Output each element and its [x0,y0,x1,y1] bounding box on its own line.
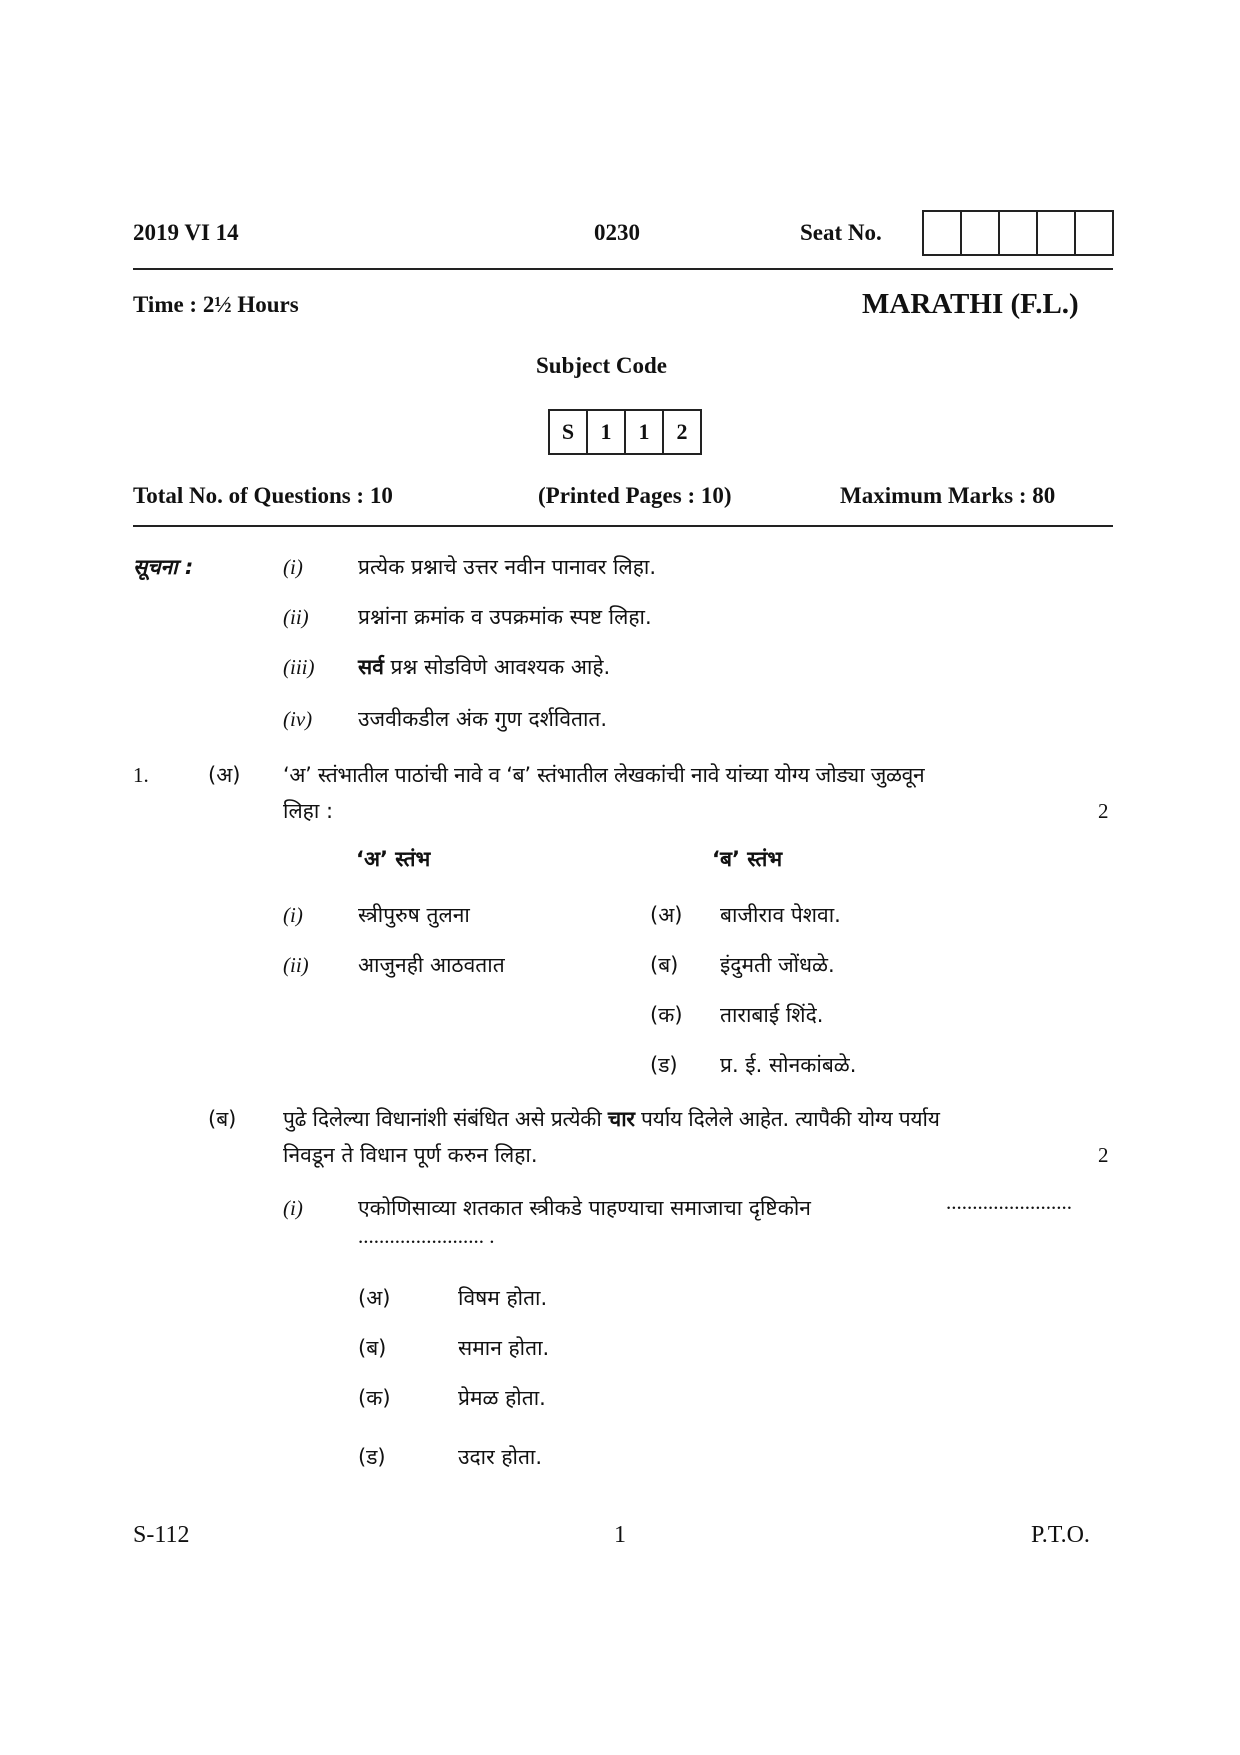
subject-code-boxes [548,409,702,455]
date-code: 2019 VI 14 [133,220,239,245]
marks: 2 [1098,1143,1109,1167]
seat-box[interactable] [960,212,998,254]
instructions-label: सूचना : [133,555,194,579]
statement-text: एकोणिसाव्या शतकात स्त्रीकडे पाहण्याचा समाजाचा दृष्टिकोन [358,1196,811,1220]
instruction-num: (iii) [283,655,315,679]
seat-box[interactable] [1074,212,1112,254]
instruction-text: उजवीकडील अंक गुण दर्शवितात. [358,707,608,731]
question-number: 1. [133,763,149,787]
choice-text: प्रेमळ होता. [458,1386,546,1410]
seat-number-boxes[interactable] [922,210,1114,256]
question-text: ‘अ’ स्तंभातील पाठांची नावे व ‘ब’ स्तंभातील लेखकांची नावे यांच्या योग्य जोड्या जुळवून [283,763,925,787]
subpart-num: (i) [283,1196,303,1220]
subject-code-char: 1 [624,411,662,453]
printed-pages: (Printed Pages : 10) [538,483,732,508]
choice-text: समान होता. [458,1336,550,1360]
match-item-text: आजुनही आठवतात [358,953,505,977]
paper-code: 0230 [594,220,640,245]
choice-text: विषम होता. [458,1286,548,1310]
instruction-text-rest: प्रश्न सोडविणे आवश्यक आहे. [383,655,611,679]
info-divider [133,525,1113,527]
page-number: 1 [614,1522,626,1548]
seat-box[interactable] [998,212,1036,254]
seat-box[interactable] [924,212,960,254]
choice-num: (ब) [358,1336,387,1360]
instruction-text [358,653,610,681]
subquestion-label: (अ) [208,763,241,787]
match-option-text: बाजीराव पेशवा. [720,903,841,927]
question-text [283,1105,940,1133]
column-a-heading: ‘अ’ स्तंभ [356,847,431,871]
instruction-num: (ii) [283,605,309,629]
match-option-text: इंदुमती जोंधळे. [720,953,835,977]
instruction-text: प्रश्नांना क्रमांक व उपक्रमांक स्पष्ट लिहा. [358,605,652,629]
match-option-num: (क) [650,1003,683,1027]
header-divider [133,268,1113,270]
subject-code-char: S [561,419,575,444]
maximum-marks: Maximum Marks : 80 [840,483,1056,508]
choice-num: (अ) [358,1286,391,1310]
seat-label: Seat No. [800,220,882,245]
subject-title: MARATHI (F.L.) [862,288,1079,320]
question-text-part: पुढे दिलेल्या विधानांशी संबंधित असे प्रत्येकी [283,1107,608,1131]
question-text: निवडून ते विधान पूर्ण करुन लिहा. [283,1143,538,1167]
choice-num: (क) [358,1386,391,1410]
subject-code-char: 2 [662,411,700,453]
match-item-num: (ii) [283,953,309,977]
question-text-part: पर्याय दिलेले आहेत. त्यापैकी योग्य पर्याय [634,1107,940,1131]
instruction-text: प्रत्येक प्रश्नाचे उत्तर नवीन पानावर लिहा. [358,555,656,579]
match-option-text: प्र. ई. सोनकांबळे. [720,1053,857,1077]
instruction-bold-word: सर्व [358,655,384,679]
time-label: Time : 2½ Hours [133,292,299,317]
choice-num: (ड) [358,1445,386,1469]
blank-dots: ........................ [946,1190,1072,1214]
column-b-heading: ‘ब’ स्तंभ [712,847,783,871]
match-option-num: (अ) [650,903,683,927]
marks: 2 [1098,799,1109,823]
instruction-num: (i) [283,555,303,579]
subject-code-char: 1 [586,411,624,453]
instruction-num: (iv) [283,707,313,731]
subject-code-label: Subject Code [536,353,667,378]
blank-dots: ........................ . [358,1224,495,1248]
please-turn-over: P.T.O. [1031,1522,1090,1548]
match-option-num: (ड) [650,1053,678,1077]
footer-code: S-112 [133,1522,190,1548]
total-questions: Total No. of Questions : 10 [133,483,393,508]
match-option-num: (ब) [650,953,679,977]
match-item-num: (i) [283,903,303,927]
choice-text: उदार होता. [458,1445,543,1469]
question-bold-word: चार [607,1107,635,1131]
question-text: लिहा : [283,799,334,823]
match-item-text: स्त्रीपुरुष तुलना [358,903,470,927]
match-option-text: ताराबाई शिंदे. [720,1003,824,1027]
seat-box[interactable] [1036,212,1074,254]
subquestion-label: (ब) [208,1107,237,1131]
